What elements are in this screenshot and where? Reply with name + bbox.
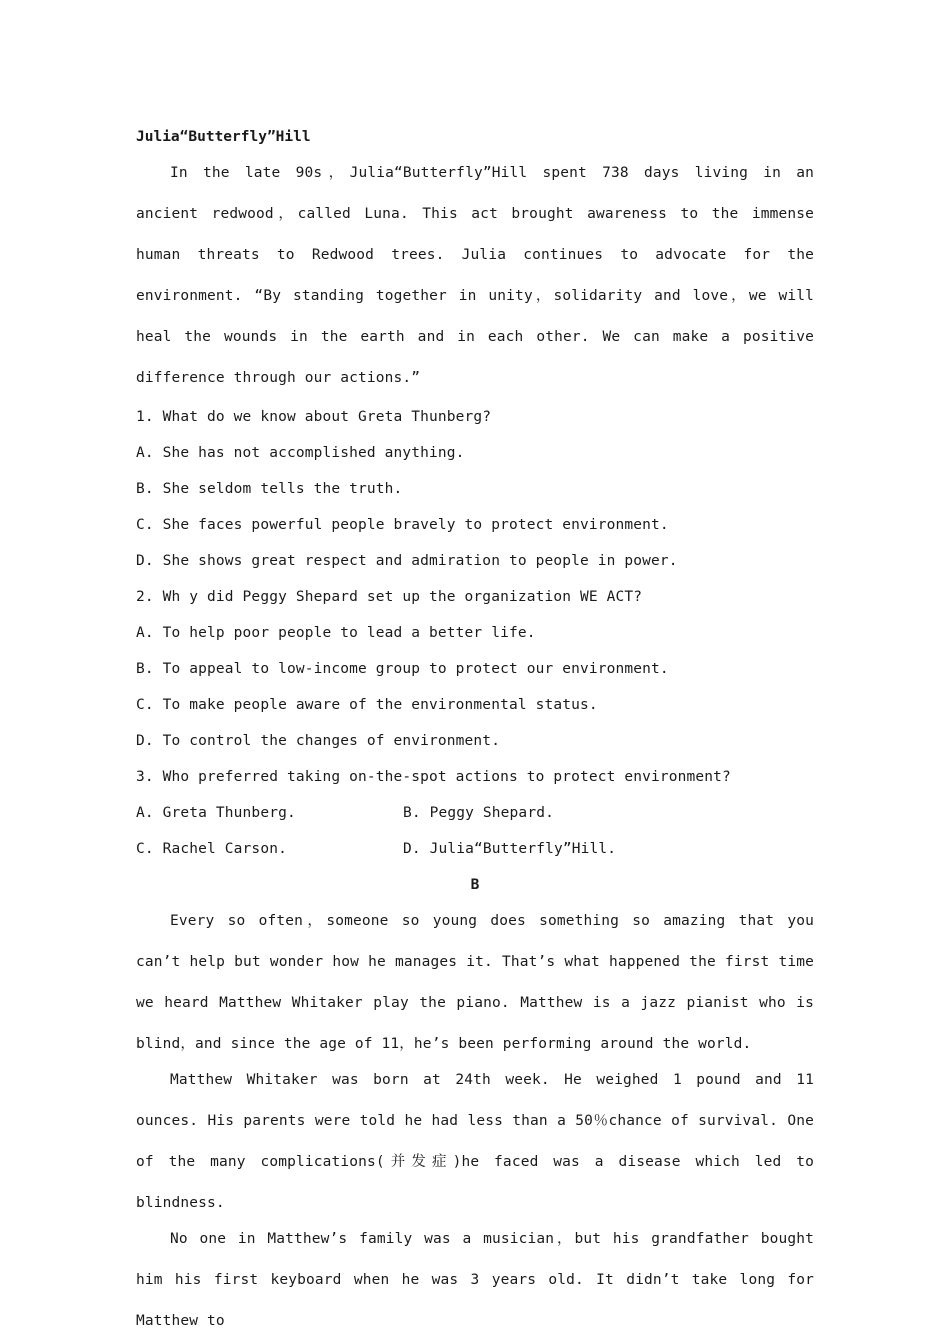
- question-1: [136, 399, 814, 579]
- section-label-b: B: [470, 877, 480, 893]
- option-b: B. To appeal to low-income group to protect our environment.: [136, 661, 669, 677]
- question-stem: 2. Wh y did Peggy Shepard set up the organization WE ACT?: [136, 589, 643, 605]
- option-c: C. To make people aware of the environmental status.: [136, 697, 598, 713]
- option-b: B. Peggy Shepard.: [403, 805, 554, 821]
- option-a: A. To help poor people to lead a better life.: [136, 625, 536, 641]
- option-d: D. To control the changes of environment.: [136, 733, 501, 749]
- passage-b-paragraph-1: Every so often，someone so young does something so amazing that you can’t help but wonder how he manages it. That’s what happened the first time we heard Matthew Whitaker play the piano. Matthew is a jazz pianist who is blind，and since the age of 11，he’s been performing around the world.: [136, 913, 814, 1052]
- options-row-2: [136, 831, 814, 867]
- question-stem: 1. What do we know about Greta Thunberg?: [136, 409, 492, 425]
- option-d: D. She shows great respect and admiration to people in power.: [136, 553, 678, 569]
- options-row-1: [136, 795, 814, 831]
- question-stem: 3. Who preferred taking on-the-spot actions to protect environment?: [136, 769, 731, 785]
- passage-a-paragraph: In the late 90s，Julia“Butterfly”Hill spent 738 days living in an ancient redwood，called Luna. This act brought awareness to the immense human threats to Redwood trees. Julia continues to advocate for the environment. “By standing together in unity，solidarity and love，we will heal the wounds in the earth and in each other. We can make a positive difference through our actions.”: [136, 165, 814, 386]
- question-3: [136, 759, 814, 867]
- option-c: C. She faces powerful people bravely to protect environment.: [136, 517, 669, 533]
- option-a: A. She has not accomplished anything.: [136, 445, 465, 461]
- option-a: A. Greta Thunberg.: [136, 805, 296, 821]
- passage-title: Julia“Butterfly”Hill: [136, 129, 311, 145]
- option-d: D. Julia“Butterfly”Hill.: [403, 841, 617, 857]
- passage-b-paragraph-2: Matthew Whitaker was born at 24th week. He weighed 1 pound and 11 ounces. His parents were told he had less than a 50％chance of survival. One of the many complications(并发症)he faced was a disease which led to blindness.: [136, 1072, 814, 1211]
- question-2: [136, 579, 814, 759]
- option-c: C. Rachel Carson.: [136, 841, 287, 857]
- passage-b-paragraph-3: No one in Matthew’s family was a musician，but his grandfather bought him his first keyboard when he was 3 years old. It didn’t take long for Matthew to: [136, 1231, 814, 1329]
- option-b: B. She seldom tells the truth.: [136, 481, 403, 497]
- document-page: [136, 124, 814, 1342]
